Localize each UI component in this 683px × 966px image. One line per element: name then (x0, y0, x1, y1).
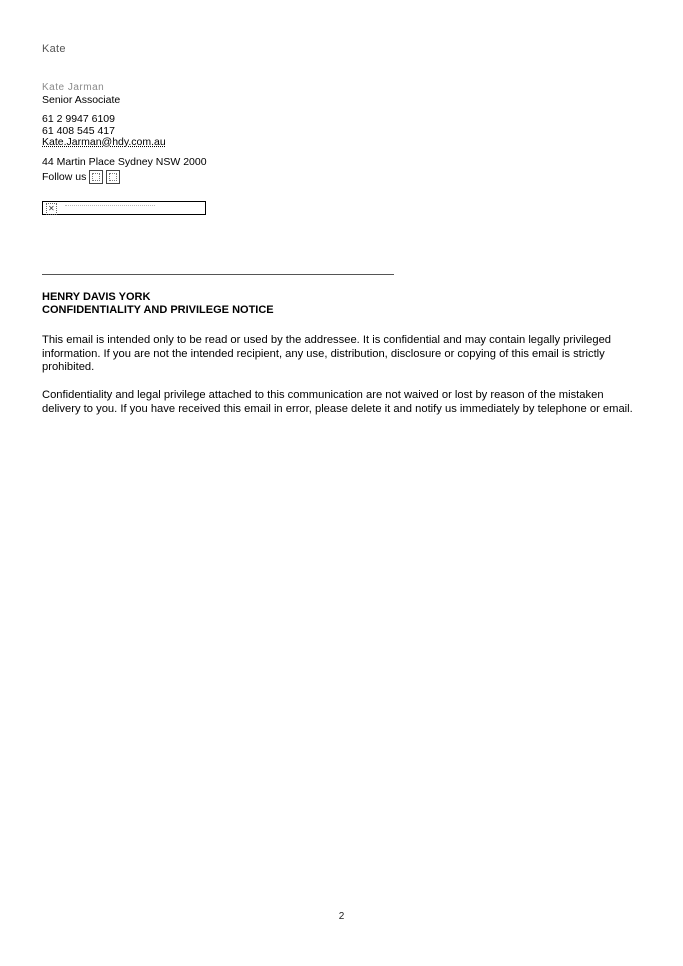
office-address: 44 Martin Place Sydney NSW 2000 (42, 156, 207, 168)
broken-image-icon[interactable] (106, 170, 120, 184)
email-link[interactable]: Kate.Jarman@hdy.com.au (42, 136, 166, 148)
mobile-number: 61 408 545 417 (42, 125, 115, 137)
follow-us-label: Follow us (42, 171, 87, 183)
broken-image-icon[interactable] (89, 170, 103, 184)
page-number: 2 (338, 911, 345, 922)
signature-banner[interactable] (42, 201, 206, 215)
firm-name: HENRY DAVIS YORK (42, 291, 151, 303)
broken-image-icon: ✕ (48, 204, 55, 213)
signoff: Kate (42, 43, 66, 55)
follow-us-row (42, 170, 120, 184)
notice-paragraph: Confidentiality and legal privilege attached to this communication are not waived or lost by reason of the mistaken delivery to you. If you have received this email in error, please delete it and notify us immediately by telephone or email. (42, 389, 633, 415)
signature-name: Kate Jarman (42, 82, 105, 93)
signature-title: Senior Associate (42, 94, 121, 106)
notice-heading: CONFIDENTIALITY AND PRIVILEGE NOTICE (42, 304, 274, 316)
notice-paragraph: This email is intended only to be read or used by the addressee. It is confidential and may contain legally privileged information. If you are not the intended recipient, any use, distribution, disclosure or copying of this email is strictly prohibited. (42, 334, 612, 373)
phone-number: 61 2 9947 6109 (42, 113, 115, 125)
banner-placeholder (65, 205, 155, 208)
divider (42, 274, 394, 275)
